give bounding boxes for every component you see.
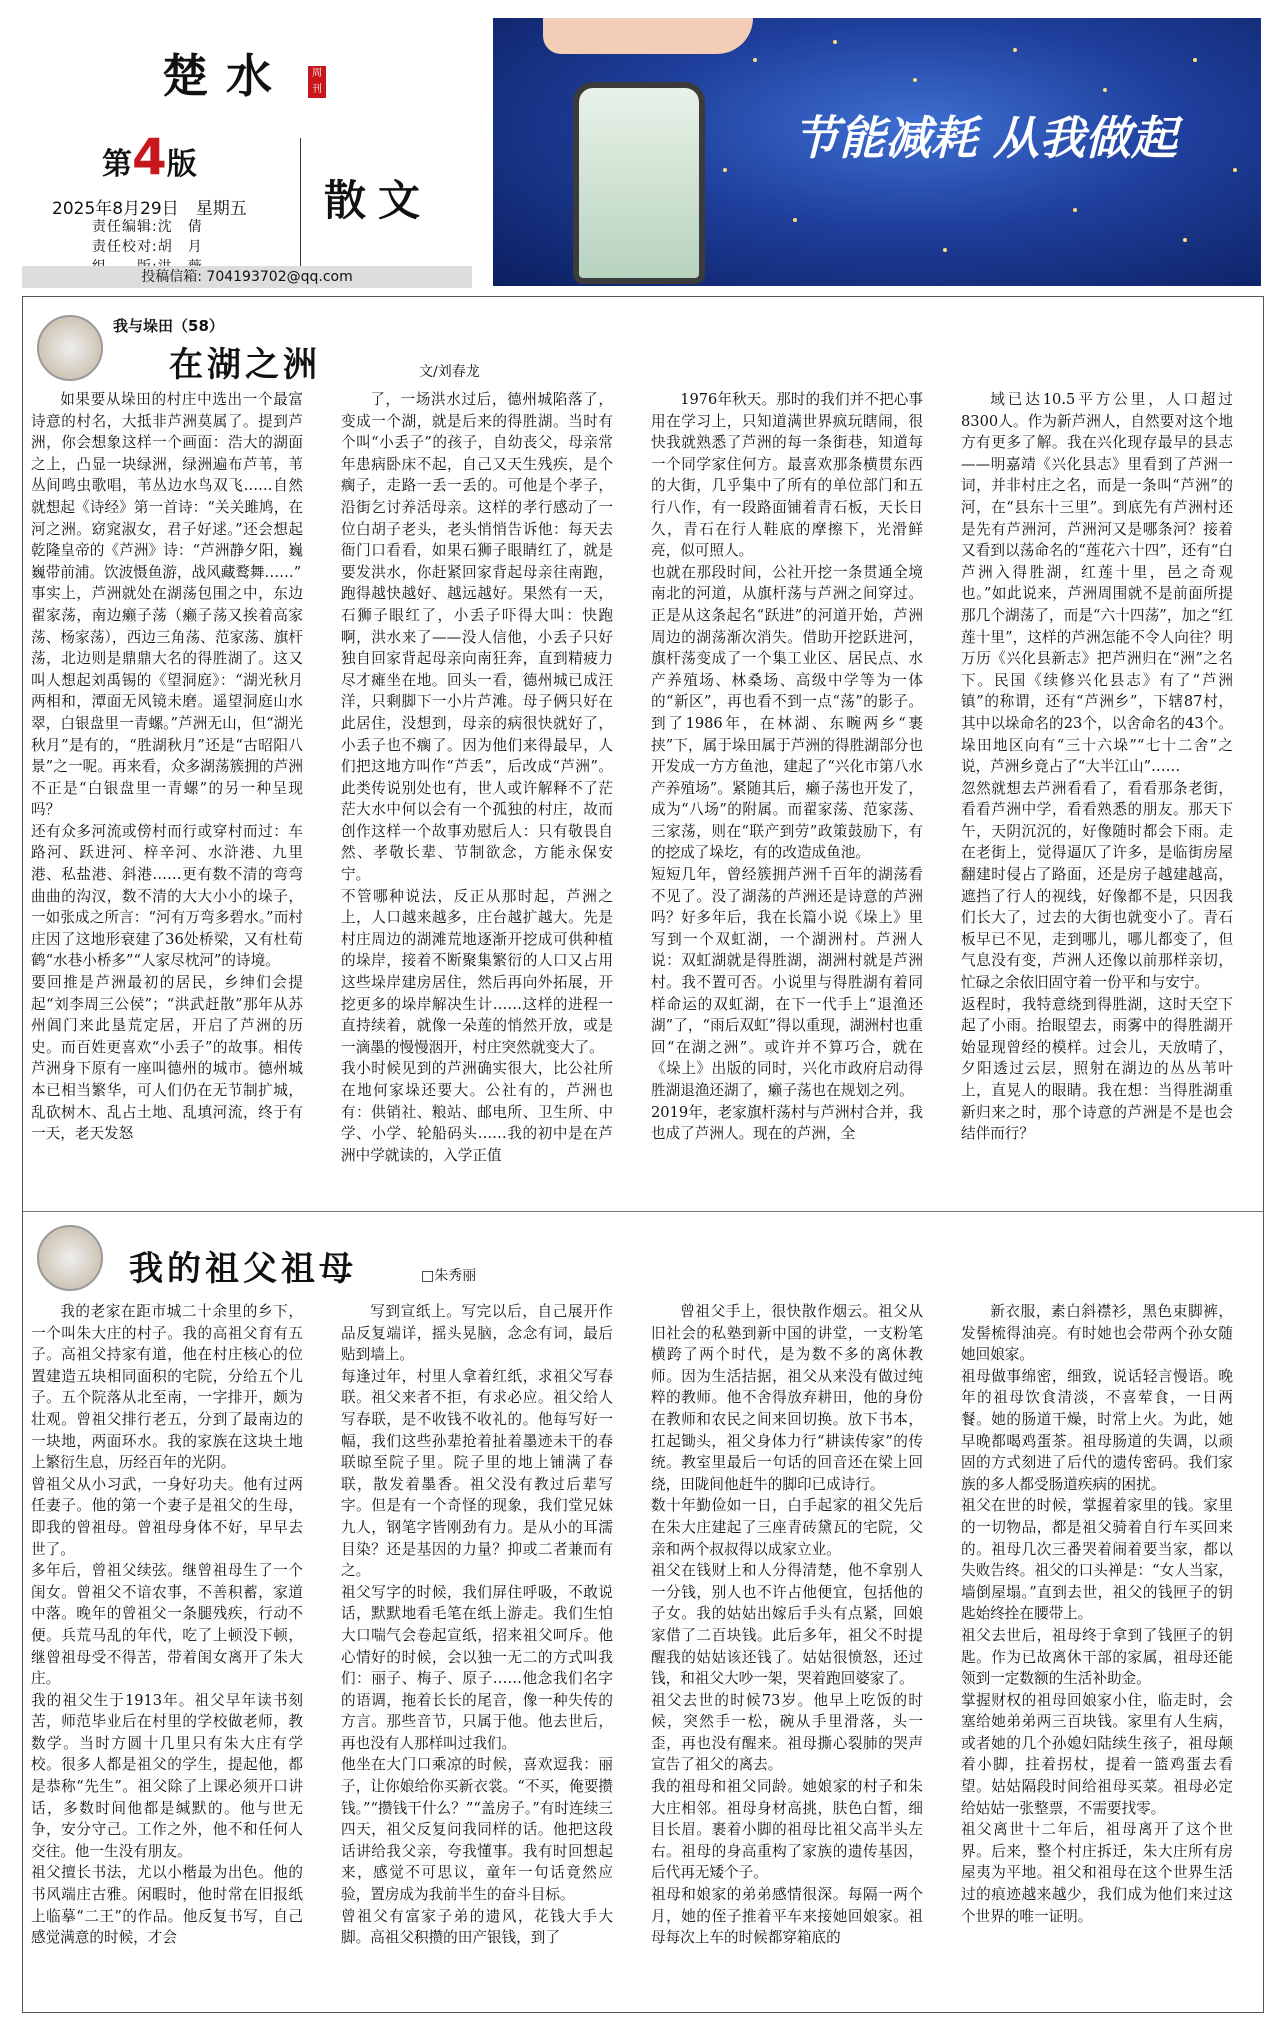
article-column-1 (31, 389, 303, 1145)
logo-seal: 周刊 (308, 66, 326, 98)
column-kicker: 我与垛田（58） (113, 317, 224, 335)
article-column-3 (651, 1301, 923, 1949)
article-column-2 (341, 389, 613, 1166)
issue-date: 2025年8月29日 星期五 (52, 199, 247, 219)
edition-label (102, 128, 197, 186)
lantern-image (573, 82, 705, 284)
article-text: 新衣服，素白斜襟衫，黑色束脚裤，发髻梳得油亮。有时她也会带两个孙女随她回娘家。 祖母做事绵密，细致，说话轻言慢语。晚年的祖母饮食清淡，不喜荤食，一日两餐。她的肠道干燥，时常上火。为此，她早晚都喝鸡蛋茶。祖母肠道的失调，以顽固的方式刻进了后代的遗传密码。我们家族的多人都受肠道疾病的困扰。 祖父在世的时候，掌握着家里的钱。家里的一切物品，都是祖父骑着自行车买回来的。祖母几次三番哭着闹着要当家，都以失败告终。祖父的口头禅是：“女人当家，墙倒屋塌。”直到去世，祖父的钱匣子的钥匙始终拴在腰带上。 祖父去世后，祖母终于拿到了钱匣子的钥匙。作为已故离休干部的家属，祖母还能领到一定数额的生活补助金。 掌握财权的祖母回娘家小住，临走时，会塞给她弟弟两三百块钱。家里有人生病，或者她的几个孙媳妇陆续生孩子，祖母颠着小脚，拄着拐杖，提着一篮鸡蛋去看望。姑姑隔段时间给祖母买菜。祖母必定给姑姑一张整票，不需要找零。 祖父离世十二年后，祖母离开了这个世界。后来，整个村庄拆迁，朱大庄所有房屋夷为平地。祖父和祖母在这个世界生活过的痕迹越来越少，我们成为他们来过这个世界的唯一证明。 (961, 1303, 1233, 1925)
article-column-2 (341, 1301, 613, 1949)
credit-editor: 责任编辑:沈 倩 (92, 219, 203, 235)
article-title: 我的祖父祖母 (129, 1249, 357, 1289)
submission-email: 投稿信箱: 704193702@qq.com (22, 266, 472, 288)
article-column-4 (961, 389, 1233, 1145)
article-text: 曾祖父手上，很快散作烟云。祖父从旧社会的私塾到新中国的讲堂，一支粉笔横跨了两个时代，是为数不多的离休教师。因为生活拮据，祖父从来没有做过纯粹的教师。他不舍得放弃耕田，他的身份在教师和农民之间来回切换。放下书本，扛起锄头，祖父身体力行“耕读传家”的传统。教室里最后一句话的回音还在梁上回绕，田陇间他赶牛的脚印已成诗行。 数十年勤俭如一日，白手起家的祖父先后在朱大庄建起了三座青砖黛瓦的宅院，父亲和两个叔叔得以成家立业。 祖父在钱财上和人分得清楚，他不拿别人一分钱，别人也不许占他便宜，包括他的子女。我的姑姑出嫁后手头有点紧，回娘家借了二百块钱。此后多年，祖父不时提醒我的姑姑该还钱了。姑姑很愤怒，还过钱，和祖父大吵一架，哭着跑回婆家了。 祖父去世的时候73岁。他早上吃饭的时候，突然手一松，碗从手里滑落，头一歪，再也没有醒来。祖母撕心裂肺的哭声宣告了祖父的离去。 我的祖母和祖父同龄。她娘家的村子和朱大庄相邻。祖母身材高挑，肤色白皙，细目长眉。裹着小脚的祖母比祖父高半头左右。祖母的身高重构了家族的遗传基因，后代再无矮个子。 祖母和娘家的弟弟感情很深。每隔一两个月，她的侄子推着平车来接她回娘家。祖母每次上车的时候都穿箱底的 (651, 1303, 923, 1947)
masthead-divider (300, 138, 301, 276)
article-column-1 (31, 1301, 303, 1949)
article-column-3 (651, 389, 923, 1145)
article-divider (23, 1211, 1263, 1212)
article-text: 写到宣纸上。写完以后，自己展开作品反复端详，摇头晃脑，念念有词，最后贴到墙上。 每逢过年，村里人拿着红纸，求祖父写春联。祖父来者不拒，有求必应。祖父给人写春联，是不收钱不收礼的。他每写好一幅，我们这些孙辈抢着扯着墨迹未干的春联晾至院子里。院子里的地上铺满了春联，散发着墨香。祖父没有教过后辈写字。但是有一个奇怪的现象，我们堂兄妹九人，钢笔字皆刚劲有力。是从小的耳濡目染？还是基因的力量？抑或二者兼而有之。 祖父写字的时候，我们屏住呼吸，不敢说话，默默地看毛笔在纸上游走。我们生怕大口喘气会卷起宣纸，招来祖父呵斥。他心情好的时候，会以独一无二的方式叫我们：丽子、梅子、原子……他念我们名字的语调，拖着长长的尾音，像一种失传的方言。那些音节，只属于他。他去世后，再也没有人那样叫过我们。 他坐在大门口乘凉的时候，喜欢逗我：丽子，让你娘给你买新衣裳。“不买，俺要攒钱。”“攒钱干什么？”“盖房子。”有时连续三四天，祖父反复问我同样的话。他把这段话讲给我父亲，夸我懂事。我有时回想起来，感觉不可思议，童年一句话竟然应验，置房成为我前半生的奋斗目标。 曾祖父有富家子弟的遗风，花钱大手大脚。高祖父积攒的田产银钱，到了 (341, 1303, 613, 1947)
article-title: 在湖之洲 (169, 345, 321, 385)
content-frame (22, 296, 1264, 2013)
hand-image (543, 18, 753, 54)
article-text: 如果要从垛田的村庄中选出一个最富诗意的村名，大抵非芦洲莫属了。提到芦洲，你会想象这样一个画面：浩大的湖面之上，凸显一块绿洲，绿洲遍布芦苇，苇丛间鸣虫歌唱，苇丛边水鸟双飞……自然就想起《诗经》第一首诗：“关关雎鸠，在河之洲。窈窕淑女，君子好逑。”还会想起乾隆皇帝的《芦洲》诗：“芦洲静夕阳，巍巍带前浦。饮波慑鱼游，战风藏鹜舞……” 事实上，芦洲就处在湖荡包围之中，东边翟家荡，南边癞子荡（癞子荡又挨着高家荡、杨家荡），西边三角荡、范家荡、旗杆荡，北边则是鼎鼎大名的得胜湖了。这又叫人想起刘禹锡的《望洞庭》：“湖光秋月两相和，潭面无风镜未磨。遥望洞庭山水翠，白银盘里一青螺。”芦洲无山，但“湖光秋月”是有的，“胜湖秋月”还是“古昭阳八景”之一呢。再来看，众多湖荡簇拥的芦洲不正是“白银盘里一青螺”的另一种呈现吗？ 还有众多河流或傍村而行或穿村而过：车路河、跃进河、梓辛河、水浒港、九里港、私盐港、斜港……更有数不清的弯弯曲曲的沟汊，数不清的大大小小的垛子，一如张成之所言：“河有万弯多碧水。”而村庄因了这地形衰建了36处桥梁，又有杜荀鹤“水巷小桥多”“人家尽枕河”的诗境。 要回推是芦洲最初的居民，乡绅们会提起“刘李周三公侯”；“洪武赶散”那年从苏州阊门来此垦荒定居，开启了芦洲的历史。而百姓更喜欢“小丢子”的故事。相传芦洲身下原有一座叫德州的城市。德州城本已相当繁华，可人们仍在无节制扩城，乱砍树木、乱占土地、乱填河流，终于有一天，老天发怒 (31, 391, 303, 1143)
masthead (22, 18, 470, 286)
column-emblem (37, 315, 103, 381)
edition-prefix: 第 (102, 147, 132, 182)
edition-number: 4 (132, 128, 167, 186)
article-text: 1976年秋天。那时的我们并不把心事用在学习上，只知道满世界疯玩瞎闹，很快我就熟悉了芦洲的每一条街巷，知道每一个同学家住何方。最喜欢那条横贯东西的大街，几乎集中了所有的单位部门和五行八作，有一段路面铺着青石板，天长日久，青石在行人鞋底的摩擦下，光滑鲜亮，似可照人。 也就在那段时间，公社开挖一条贯通全境南北的河道，从旗杆荡与芦洲之间穿过。正是从这条起名“跃进”的河道开始，芦洲周边的湖荡渐次消失。借助开挖跃进河，旗杆荡变成了一个集工业区、居民点、水产养殖场、林桑场、高级中学等为一体的“新区”，再也看不到一点“荡”的影子。到了1986年，在林湖、东畹两乡“裹挟”下，属于垛田属于芦洲的得胜湖部分也开发成一方方鱼池，建起了“兴化市第八水产养殖场”。紧随其后，癞子荡也开发了，成为“八场”的附属。而翟家荡、范家荡、三家荡，则在“联产到劳”政策鼓励下，有的挖成了垛圪，有的改造成鱼池。 短短几年，曾经簇拥芦洲千百年的湖荡看不见了。没了湖荡的芦洲还是诗意的芦洲吗？好多年后，我在长篇小说《垛上》里写到一个双虹湖，一个湖洲村。芦洲人说：双虹湖就是得胜湖，湖洲村就是芦洲村。我不置可否。小说里与得胜湖有着同样命运的双虹湖，在下一代手上“退渔还湖”了，“雨后双虹”得以重现，湖洲村也重回“在湖之洲”。或许并不算巧合，就在《垛上》出版的同时，兴化市政府启动得胜湖退渔还湖了，癞子荡也在规划之列。 2019年，老家旗杆荡村与芦洲村合并，我也成了芦洲人。现在的芦洲，全 (651, 391, 923, 1143)
newspaper-logo: 楚水 (162, 49, 290, 103)
energy-saving-banner (493, 18, 1261, 286)
article-text: 域已达10.5平方公里，人口超过8300人。作为新芦洲人，自然要对这个地方有更多了解。我在兴化现存最早的县志——明嘉靖《兴化县志》里看到了芦洲一词，并非村庄之名，而是一条叫“芦洲”的河，在“县东十三里”。到底先有芦洲村还是先有芦洲河，芦洲河又是哪条河？接着又看到以荡命名的“莲花六十四”，还有“白芦洲入得胜湖，红莲十里，邑之奇观也。”如此说来，芦洲周围就不是前面所提那几个湖荡了，而是“六十四荡”，加之“红莲十里”，这样的芦洲怎能不令人向往？明万历《兴化县新志》把芦洲归在“洲”之名下。民国《续修兴化县志》有了“芦洲镇”的称谓，还有“芦洲乡”，下辖87村，其中以垛命名的23个，以舍命名的43个。垛田地区向有“三十六垛”“七十二舍”之说，芦洲乡竟占了“大半江山”…… 忽然就想去芦洲看看了，看看那条老街，看看芦洲中学，看看熟悉的朋友。那天下午，天阴沉沉的，好像随时都会下雨。走在老街上，觉得逼仄了许多，是临街房屋翻建时侵占了路面，还是房子越建越高，遮挡了行人的视线，好像都不是，只因我们长大了，过去的大街也就变小了。青石板早已不见，走到哪儿，哪儿都变了，但气息没有变，芦洲人还像以前那样亲切，忙碌之余依旧固守着一份平和与安宁。 返程时，我特意绕到得胜湖，这时天空下起了小雨。抬眼望去，雨雾中的得胜湖开始显现曾经的模样。过会儿，天放晴了，夕阳透过云层，照射在湖边的丛丛苇叶上，直晃人的眼睛。我在想：当得胜湖重新归来之时，那个诗意的芦洲是不是也会结伴而行？ (961, 391, 1233, 1143)
edition-suffix: 版 (166, 147, 197, 182)
article-byline: □朱秀丽 (421, 1268, 477, 1284)
article-byline: 文/刘春龙 (419, 364, 480, 380)
banner-slogan: 节能减耗 从我做起 (793, 111, 1178, 165)
article-text: 了，一场洪水过后，德州城陷落了，变成一个湖，就是后来的得胜湖。当时有个叫“小丢子”的孩子，自幼丧父，母亲常年患病卧床不起，自己又天生残疾，是个瘸子，走路一丢一丢的。可他是个孝子，沿街乞讨养活母亲。这样的孝行感动了一位白胡子老头，老头悄悄告诉他：每天去衙门口看看，如果石狮子眼睛红了，就是要发洪水，你赶紧回家背起母亲往南跑，跑得越快越好、越远越好。果然有一天，石狮子眼红了，小丢子吓得大叫：快跑啊，洪水来了——没人信他，小丢子只好独自回家背起母亲向南狂奔，直到精疲力尽才瘫坐在地。回头一看，德州城已成汪洋，只剩脚下一小片芦滩。母子俩只好在此居住，没想到，母亲的病很快就好了，小丢子也不瘸了。因为他们来得最早，人们把这地方叫作“芦丢”，后改成“芦洲”。此类传说别处也有，世人或许解释不了茫茫大水中何以会有一个孤独的村庄，故而创作这样一个故事劝慰后人：只有敬畏自然、孝敬长辈、节制欲念，方能永保安宁。 不管哪种说法，反正从那时起，芦洲之上，人口越来越多，庄台越扩越大。先是村庄周边的湖滩荒地逐渐开挖成可供种植的垛岸，接着不断聚集繁衍的人口又占用这些垛岸建房居住，然后再向外拓展，开挖更多的垛岸解决生计……这样的进程一直持续着，就像一朵莲的悄然开放，或是一滴墨的慢慢洇开，村庄突然就变大了。 我小时候见到的芦洲确实很大，比公社所在地何家垛还要大。公社有的，芦洲也有：供销社、粮站、邮电所、卫生所、中学、小学、轮船码头……我的初中是在芦洲中学就读的，入学正值 (341, 391, 613, 1164)
article-text: 我的老家在距市城二十余里的乡下，一个叫朱大庄的村子。我的高祖父育有五子。高祖父持家有道，他在村庄核心的位置建造五块相同面积的宅院，分给五个儿子。五个院落从北至南，一字排开，颇为壮观。曾祖父排行老五，分到了最南边的一块地，两面环水。我的家族在这块土地上繁衍生息，历经百年的光阴。 曾祖父从小习武，一身好功夫。他有过两任妻子。他的第一个妻子是祖父的生母，即我的曾祖母。曾祖母身体不好，早早去世了。 多年后，曾祖父续弦。继曾祖母生了一个闺女。曾祖父不谙农事，不善积蓄，家道中落。晚年的曾祖父一条腿残疾，行动不便。兵荒马乱的年代，吃了上顿没下顿，继曾祖母受不得苦，带着闺女离开了朱大庄。 我的祖父生于1913年。祖父早年读书刻苦，师范毕业后在村里的学校做老师，教数学。当时方圆十几里只有朱大庄有学校。很多人都是祖父的学生，提起他，都是恭称“先生”。祖父除了上课必须开口讲话，多数时间他都是缄默的。他与世无争，安分守己。工作之外，他不和任何人交往。他一生没有朋友。 祖父擅长书法，尤以小楷最为出色。他的书风端庄古雅。闲暇时，他时常在旧报纸上临摹“二王”的作品。他反复书写，自己感觉满意的时候，才会 (31, 1303, 303, 1947)
article-column-4 (961, 1301, 1233, 1927)
column-emblem (37, 1225, 103, 1291)
credit-proofreader: 责任校对:胡 月 (92, 239, 203, 255)
section-title: 散文 (324, 176, 433, 225)
